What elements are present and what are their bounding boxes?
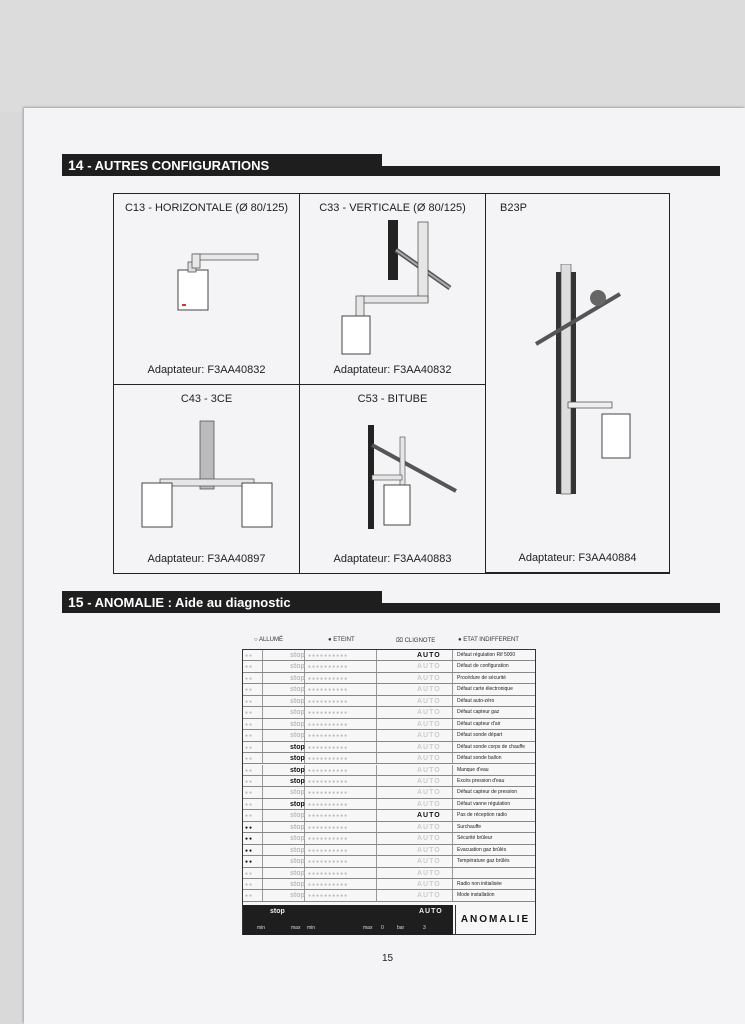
diagnostic-label: Pas de réception radio	[457, 812, 508, 819]
stop-indicator: stop	[290, 674, 305, 682]
bar-dots: ●●●●●●●●●●	[308, 870, 349, 877]
config-title: C33 - VERTICALE (Ø 80/125)	[319, 202, 466, 214]
bar-column	[305, 730, 377, 740]
diagnostic-label: Défaut carte électronique	[457, 686, 513, 693]
section-15-number: 15	[68, 594, 84, 610]
stop-column	[263, 799, 305, 809]
bar-dots: ●●●●●●●●●●	[308, 675, 349, 682]
stop-column	[263, 730, 305, 740]
auto-indicator: AUTO	[417, 881, 441, 888]
bar-dots: ●●●●●●●●●●	[308, 653, 349, 659]
diagnostic-label: Défaut régulation Rif 5000	[457, 652, 516, 658]
page-number: 15	[382, 953, 394, 964]
stop-column	[263, 719, 305, 729]
bar-column	[305, 845, 377, 855]
boiler-bitube-illustration	[300, 415, 486, 555]
stop-column	[263, 753, 305, 763]
diagnostic-label: Surchauffe	[457, 823, 482, 830]
auto-indicator: AUTO	[417, 720, 441, 728]
diagnostic-label: Température gaz brûlés	[457, 858, 510, 865]
led-column	[243, 673, 263, 683]
scale-label: max	[291, 925, 301, 931]
auto-indicator: AUTO	[417, 789, 441, 797]
bar-dots: ●●●●●●●●●●	[308, 687, 349, 694]
led-column	[243, 776, 263, 786]
bar-column	[305, 799, 377, 809]
diagnostic-label: Procédure de sécurité	[457, 674, 506, 681]
stop-column	[263, 742, 305, 752]
auto-indicator: AUTO	[417, 732, 441, 740]
bar-dots: ●●●●●●●●●●	[308, 893, 349, 900]
diagnostic-row	[243, 787, 535, 798]
led-column	[243, 822, 263, 832]
bar-column	[305, 879, 377, 889]
diagnostic-label: Défaut sonde départ	[457, 732, 503, 739]
config-title: C13 - HORIZONTALE (Ø 80/125)	[124, 202, 288, 214]
auto-indicator: AUTO	[417, 858, 441, 866]
bar-dots: ●●●●●●●●●●	[308, 790, 349, 797]
anomalie-label: ANOMALIE	[455, 905, 535, 935]
auto-column	[377, 879, 453, 889]
config-grid	[113, 193, 670, 574]
stop-indicator: stop	[290, 858, 305, 866]
auto-column	[377, 810, 453, 820]
section-14-number: 14	[68, 157, 84, 173]
diagnostic-row	[243, 856, 535, 867]
diagnostic-row	[243, 753, 535, 764]
anomalie-indicator-row	[243, 905, 453, 920]
diagnostic-row	[243, 650, 535, 661]
auto-indicator: AUTO	[417, 743, 441, 751]
bar-column	[305, 753, 377, 763]
stop-column	[263, 845, 305, 855]
scale-label: bar	[397, 925, 405, 931]
scale-label: min	[257, 925, 266, 931]
config-title: C43 - 3CE	[180, 393, 233, 405]
bar-dots: ●●●●●●●●●●	[308, 756, 349, 763]
config-c13	[114, 194, 300, 385]
diagnostic-label: Mode installation	[457, 892, 495, 899]
led-dots: ●●	[245, 675, 254, 682]
led-column	[243, 742, 263, 752]
auto-indicator: AUTO	[417, 697, 441, 705]
auto-indicator: AUTO	[417, 892, 441, 900]
auto-column	[377, 776, 453, 786]
config-adapter: Adaptateur: F3AA40897	[147, 553, 266, 565]
stop-indicator: stop	[290, 697, 305, 705]
led-column	[243, 707, 263, 717]
section-14-header	[62, 154, 382, 176]
auto-indicator: AUTO	[417, 823, 441, 831]
diagnostic-row	[243, 707, 535, 718]
diagnostic-row	[243, 822, 535, 833]
diagnostic-row	[243, 845, 535, 856]
led-dots: ●●	[245, 767, 254, 774]
auto-column	[377, 684, 453, 694]
diagnostic-label: Sécurité brûleur	[457, 835, 493, 842]
led-column	[243, 650, 263, 660]
config-adapter: Adaptateur: F3AA40883	[333, 553, 452, 565]
led-dots: ●●	[245, 664, 254, 671]
stop-indicator: stop	[290, 777, 305, 785]
bar-dots: ●●●●●●●●●●	[308, 836, 349, 843]
bar-dots: ●●●●●●●●●●	[308, 778, 349, 785]
stop-indicator: stop	[290, 686, 305, 694]
led-dots: ●●	[245, 847, 254, 854]
led-dots: ●●	[245, 721, 254, 728]
stop-indicator: stop	[290, 720, 305, 728]
bar-column	[305, 673, 377, 683]
stop-indicator: stop	[290, 892, 305, 900]
auto-column	[377, 856, 453, 866]
led-column	[243, 856, 263, 866]
scale-label: min	[307, 925, 316, 931]
led-column	[243, 833, 263, 843]
bar-column	[305, 661, 377, 671]
auto-column	[377, 765, 453, 775]
bar-column	[305, 856, 377, 866]
auto-column	[377, 730, 453, 740]
diagnostic-row	[243, 661, 535, 672]
led-dots: ●●	[245, 870, 254, 877]
led-column	[243, 868, 263, 878]
auto-indicator: AUTO	[417, 812, 441, 820]
auto-column	[377, 833, 453, 843]
legend-on: ○ ALLUMÉ	[254, 637, 283, 643]
scale-label: 3	[423, 925, 426, 931]
stop-indicator: stop	[290, 766, 305, 774]
led-column	[243, 890, 263, 900]
section-15-header	[62, 591, 382, 613]
diagnostic-row	[243, 810, 535, 821]
diagnostic-row	[243, 879, 535, 890]
auto-indicator: AUTO	[417, 663, 441, 671]
bar-column	[305, 868, 377, 878]
section-15-bar-tail	[380, 603, 720, 613]
diagnostic-label: Radio non initialisée	[457, 881, 502, 887]
stop-column	[263, 673, 305, 683]
bar-column	[305, 742, 377, 752]
stop-column	[263, 684, 305, 694]
diagnostic-label: Défaut capteur gaz	[457, 709, 500, 716]
led-dots: ●●	[245, 687, 254, 694]
diagnostic-label: Défaut auto-zéro	[457, 697, 495, 704]
config-title: B23P	[500, 202, 527, 214]
auto-indicator: AUTO	[417, 652, 441, 659]
diagnostic-row	[243, 799, 535, 810]
led-column	[243, 661, 263, 671]
auto-indicator: AUTO	[417, 846, 441, 854]
led-dots: ●●	[245, 756, 254, 763]
legend-any: ● ETAT INDIFFERENT	[458, 637, 519, 643]
stop-indicator: stop	[290, 709, 305, 717]
bar-dots: ●●●●●●●●●●	[308, 744, 349, 751]
led-dots: ●●	[245, 698, 254, 705]
bar-column	[305, 776, 377, 786]
auto-column	[377, 868, 453, 878]
config-b23p	[486, 194, 669, 573]
auto-indicator: AUTO	[417, 686, 441, 694]
led-dots: ●●	[245, 859, 254, 866]
stop-column	[263, 833, 305, 843]
auto-column	[377, 742, 453, 752]
auto-column	[377, 753, 453, 763]
scale-label: max	[363, 925, 373, 931]
anomalie-stop: stop	[270, 908, 285, 915]
led-column	[243, 799, 263, 809]
stop-column	[263, 868, 305, 878]
bar-dots: ●●●●●●●●●●	[308, 664, 349, 671]
led-dots: ●●	[245, 653, 254, 659]
bar-dots: ●●●●●●●●●●	[308, 698, 349, 705]
section-14-bar-tail	[380, 166, 720, 176]
auto-column	[377, 696, 453, 706]
stop-column	[263, 879, 305, 889]
led-dots: ●●	[245, 733, 254, 740]
bar-dots: ●●●●●●●●●●	[308, 721, 349, 728]
stop-indicator: stop	[290, 869, 305, 877]
bar-column	[305, 696, 377, 706]
diagnostic-label: Défaut sonde corps de chauffe	[457, 743, 526, 750]
bar-dots: ●●●●●●●●●●	[308, 813, 349, 820]
stop-column	[263, 707, 305, 717]
boiler-b23p-illustration	[486, 264, 669, 504]
legend-off: ● ETEINT	[328, 637, 355, 643]
diagnostic-label: Défaut vanne régulation	[457, 800, 511, 807]
stop-indicator: stop	[290, 732, 305, 740]
led-column	[243, 765, 263, 775]
led-dots: ●●	[245, 836, 254, 843]
auto-indicator: AUTO	[417, 800, 441, 808]
section-15-title: - ANOMALIE : Aide au diagnostic	[87, 595, 291, 610]
stop-column	[263, 787, 305, 797]
scale-footer	[243, 920, 453, 935]
bar-column	[305, 890, 377, 900]
diagnostic-row	[243, 719, 535, 730]
auto-column	[377, 719, 453, 729]
bar-dots: ●●●●●●●●●●	[308, 767, 349, 774]
stop-column	[263, 810, 305, 820]
bar-column	[305, 707, 377, 717]
auto-column	[377, 673, 453, 683]
led-column	[243, 719, 263, 729]
led-dots: ●●	[245, 824, 254, 831]
config-adapter: Adaptateur: F3AA40832	[333, 364, 452, 376]
led-column	[243, 753, 263, 763]
auto-column	[377, 707, 453, 717]
stop-indicator: stop	[290, 835, 305, 843]
stop-column	[263, 696, 305, 706]
auto-column	[377, 799, 453, 809]
auto-column	[377, 890, 453, 900]
diagnostic-label: Défaut sonde ballon	[457, 755, 502, 762]
legend-blink: ⌧ CLIGNOTE	[396, 638, 436, 644]
config-title: C53 - BITUBE	[357, 393, 428, 405]
boiler-horizontal-illustration	[114, 224, 300, 374]
config-adapter: Adaptateur: F3AA40832	[147, 364, 266, 376]
boiler-3ce-illustration	[114, 415, 300, 555]
led-column	[243, 684, 263, 694]
scan-background	[0, 0, 745, 112]
stop-indicator: stop	[290, 663, 305, 671]
diagnostic-row	[243, 765, 535, 776]
diagnostic-label: Excès pression d'eau	[457, 777, 505, 784]
auto-indicator: AUTO	[417, 777, 441, 785]
stop-column	[263, 890, 305, 900]
stop-indicator: stop	[290, 881, 305, 888]
stop-indicator: stop	[290, 846, 305, 854]
diagnostic-row	[243, 776, 535, 787]
auto-column	[377, 650, 453, 660]
stop-indicator: stop	[290, 800, 305, 808]
scale-label: 0	[381, 925, 384, 931]
auto-column	[377, 822, 453, 832]
bar-column	[305, 822, 377, 832]
diagnostic-row	[243, 673, 535, 684]
diagnostic-row	[243, 696, 535, 707]
diagnostic-row	[243, 742, 535, 753]
auto-indicator: AUTO	[417, 835, 441, 843]
auto-indicator: AUTO	[417, 766, 441, 774]
led-dots: ●●	[245, 778, 254, 785]
auto-indicator: AUTO	[417, 755, 441, 763]
auto-column	[377, 845, 453, 855]
diagnostic-label: Défaut capteur d'air	[457, 720, 501, 727]
stop-column	[263, 661, 305, 671]
bar-column	[305, 810, 377, 820]
config-c43	[114, 385, 300, 573]
bar-column	[305, 833, 377, 843]
config-c53	[300, 385, 486, 573]
led-column	[243, 810, 263, 820]
bar-column	[305, 684, 377, 694]
auto-indicator: AUTO	[417, 674, 441, 682]
bar-dots: ●●●●●●●●●●	[308, 710, 349, 717]
led-column	[243, 696, 263, 706]
diagnostic-table	[242, 649, 536, 935]
boiler-vertical-illustration	[300, 218, 486, 368]
auto-indicator: AUTO	[417, 709, 441, 717]
diagnostic-row	[243, 890, 535, 901]
diagnostic-row	[243, 684, 535, 695]
bar-dots: ●●●●●●●●●●	[308, 733, 349, 740]
led-column	[243, 845, 263, 855]
led-column	[243, 787, 263, 797]
config-adapter: Adaptateur: F3AA40884	[518, 552, 637, 564]
section-14-title: - AUTRES CONFIGURATIONS	[87, 158, 270, 173]
bar-column	[305, 650, 377, 660]
stop-indicator: stop	[290, 812, 305, 820]
diagnostic-label: Evacuation gaz brûlés	[457, 846, 507, 853]
diagnostic-row	[243, 833, 535, 844]
bar-dots: ●●●●●●●●●●	[308, 859, 349, 866]
led-column	[243, 730, 263, 740]
diagnostic-label: Manque d'eau	[457, 766, 489, 773]
stop-indicator: stop	[290, 743, 305, 751]
led-dots: ●●	[245, 893, 254, 900]
auto-column	[377, 787, 453, 797]
stop-column	[263, 776, 305, 786]
bar-column	[305, 765, 377, 775]
auto-indicator: AUTO	[417, 869, 441, 877]
stop-indicator: stop	[290, 823, 305, 831]
stop-column	[263, 856, 305, 866]
config-c33	[300, 194, 486, 385]
stop-column	[263, 822, 305, 832]
bar-dots: ●●●●●●●●●●	[308, 801, 349, 808]
diagnostic-label: Défaut capteur de pression	[457, 789, 518, 796]
stop-column	[263, 650, 305, 660]
diagnostic-label: Défaut de configuration	[457, 663, 509, 670]
led-dots: ●●	[245, 813, 254, 820]
led-dots: ●●	[245, 744, 254, 751]
diagnostic-row	[243, 730, 535, 741]
stop-column	[263, 765, 305, 775]
stop-indicator: stop	[290, 652, 305, 659]
led-column	[243, 879, 263, 889]
bar-dots: ●●●●●●●●●●	[308, 882, 349, 888]
stop-indicator: stop	[290, 789, 305, 797]
bar-column	[305, 719, 377, 729]
bar-dots: ●●●●●●●●●●	[308, 847, 349, 854]
bar-column	[305, 787, 377, 797]
stop-indicator: stop	[290, 755, 305, 763]
led-dots: ●●	[245, 882, 254, 888]
led-dots: ●●	[245, 801, 254, 808]
diagnostic-row	[243, 868, 535, 879]
bar-dots: ●●●●●●●●●●	[308, 824, 349, 831]
led-dots: ●●	[245, 710, 254, 717]
anomalie-auto: AUTO	[419, 908, 443, 915]
led-dots: ●●	[245, 790, 254, 797]
auto-column	[377, 661, 453, 671]
